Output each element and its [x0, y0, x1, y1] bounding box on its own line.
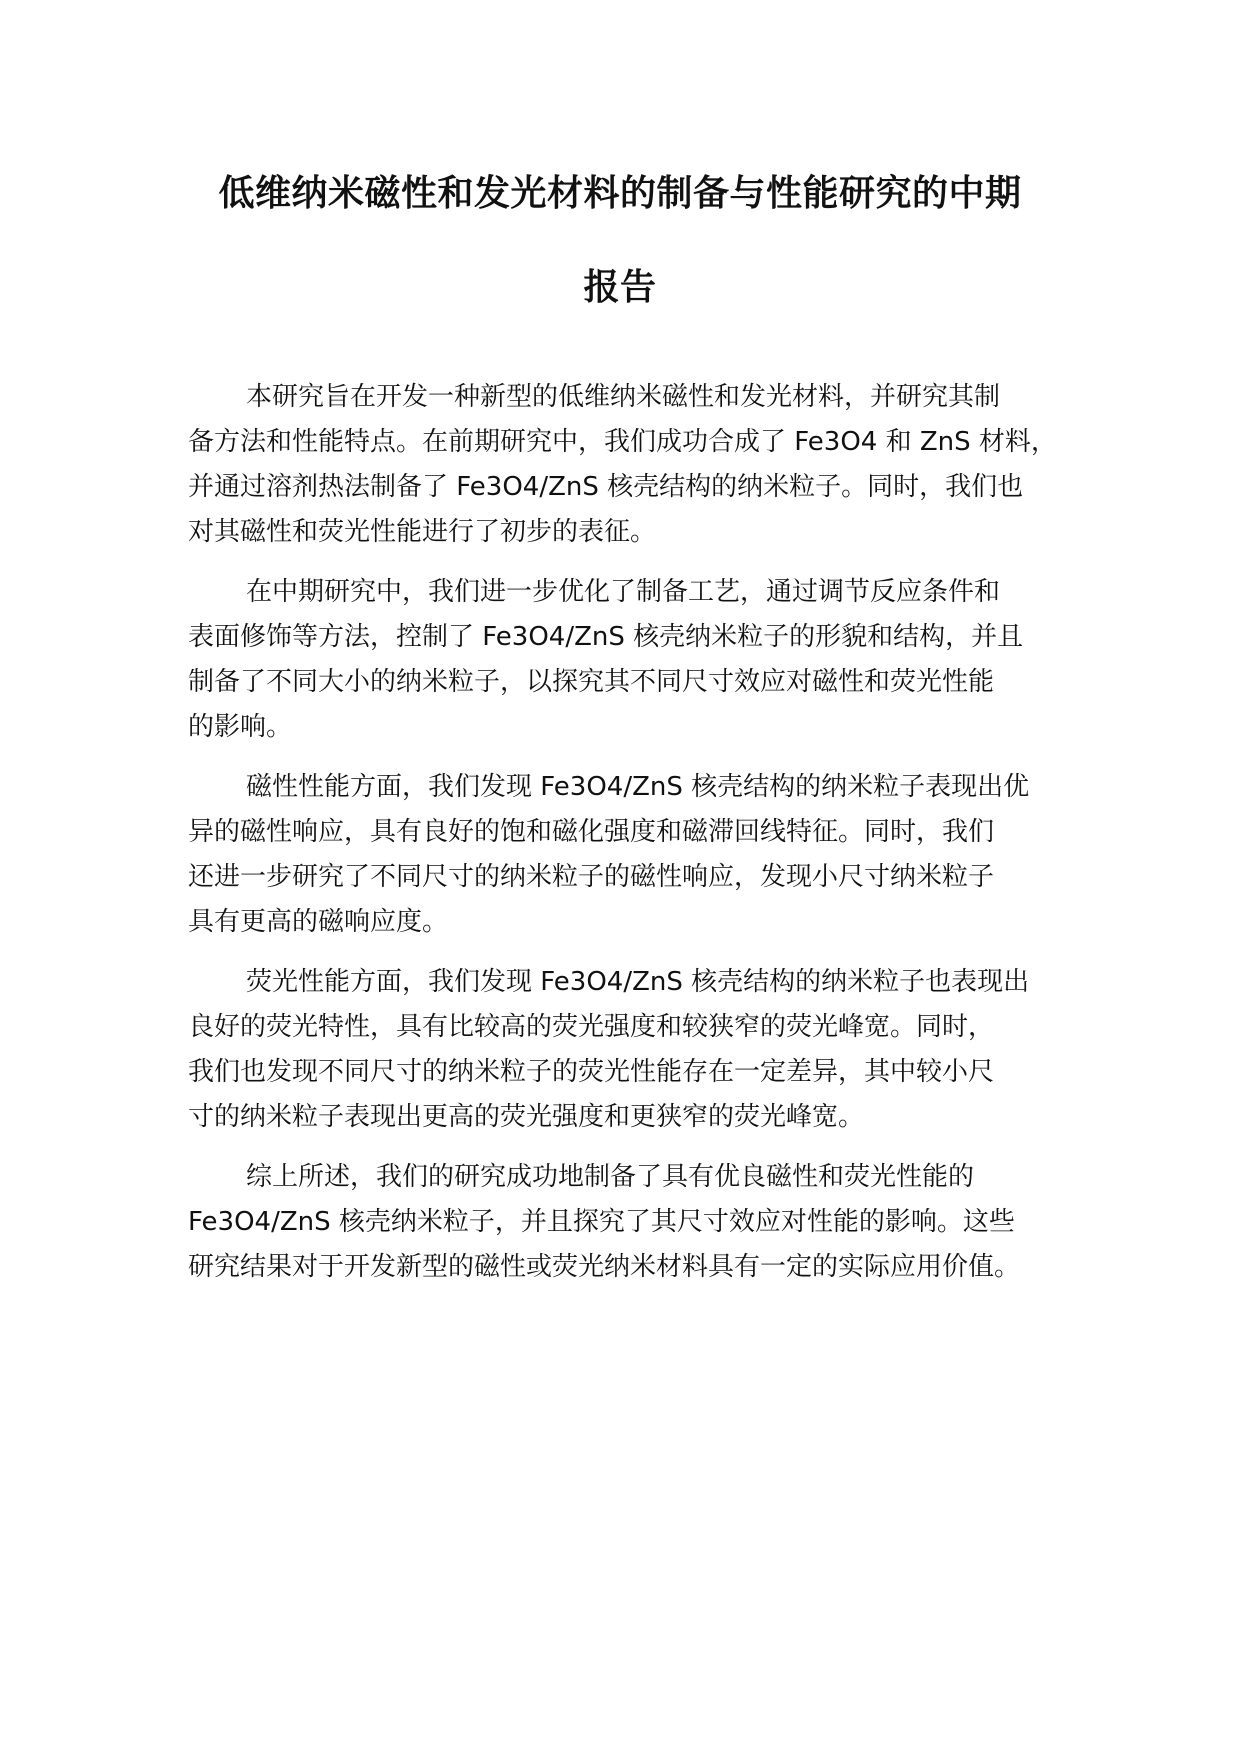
paragraph-line: 我们也发现不同尺寸的纳米粒子的荧光性能存在一定差异，其中较小尺 — [188, 1057, 995, 1087]
paragraph-line: 寸的纳米粒子表现出更高的荧光强度和更狭窄的荧光峰宽。 — [188, 1102, 865, 1132]
paragraph-4 — [188, 960, 1088, 1140]
paragraph-line: 制备了不同大小的纳米粒子，以探究其不同尺寸效应对磁性和荧光性能 — [188, 667, 995, 697]
paragraph-line: 的影响。 — [188, 712, 293, 742]
paragraph-line: 并通过溶剂热法制备了 Fe3O4/ZnS 核壳结构的纳米粒子。同时，我们也 — [188, 472, 1024, 502]
title-line-1: 低维纳米磁性和发光材料的制备与性能研究的中期 — [218, 173, 1022, 214]
paragraph-line: 荧光性能方面，我们发现 Fe3O4/ZnS 核壳结构的纳米粒子也表现出 — [246, 967, 1030, 997]
title-line-2: 报告 — [583, 267, 657, 308]
document-body — [188, 375, 1088, 1305]
paragraph-line: 还进一步研究了不同尺寸的纳米粒子的磁性响应，发现小尺寸纳米粒子 — [188, 862, 995, 892]
paragraph-line: 备方法和性能特点。在前期研究中，我们成功合成了 Fe3O4 和 ZnS 材料， — [188, 427, 1057, 457]
paragraph-line: 在中期研究中，我们进一步优化了制备工艺，通过调节反应条件和 — [246, 577, 1001, 607]
paragraph-line: 对其磁性和荧光性能进行了初步的表征。 — [188, 517, 657, 547]
paragraph-line: 异的磁性响应，具有良好的饱和磁化强度和磁滞回线特征。同时，我们 — [188, 817, 995, 847]
paragraph-3 — [188, 765, 1088, 945]
paragraph-2 — [188, 570, 1088, 750]
paragraph-line: 表面修饰等方法，控制了 Fe3O4/ZnS 核壳纳米粒子的形貌和结构，并且 — [188, 622, 1024, 652]
paragraph-line: Fe3O4/ZnS 核壳纳米粒子，并且探究了其尺寸效应对性能的影响。这些 — [188, 1207, 1015, 1237]
paragraph-line: 综上所述，我们的研究成功地制备了具有优良磁性和荧光性能的 — [246, 1162, 975, 1192]
paragraph-5 — [188, 1155, 1088, 1290]
paragraph-line: 研究结果对于开发新型的磁性或荧光纳米材料具有一定的实际应用价值。 — [188, 1252, 1021, 1282]
document-title — [180, 170, 1060, 312]
paragraph-line: 本研究旨在开发一种新型的低维纳米磁性和发光材料，并研究其制 — [246, 382, 1001, 412]
paragraph-line: 具有更高的磁响应度。 — [188, 907, 449, 937]
paragraph-line: 磁性性能方面，我们发现 Fe3O4/ZnS 核壳结构的纳米粒子表现出优 — [246, 772, 1030, 802]
paragraph-line: 良好的荧光特性，具有比较高的荧光强度和较狭窄的荧光峰宽。同时， — [188, 1012, 995, 1042]
paragraph-1 — [188, 375, 1088, 555]
